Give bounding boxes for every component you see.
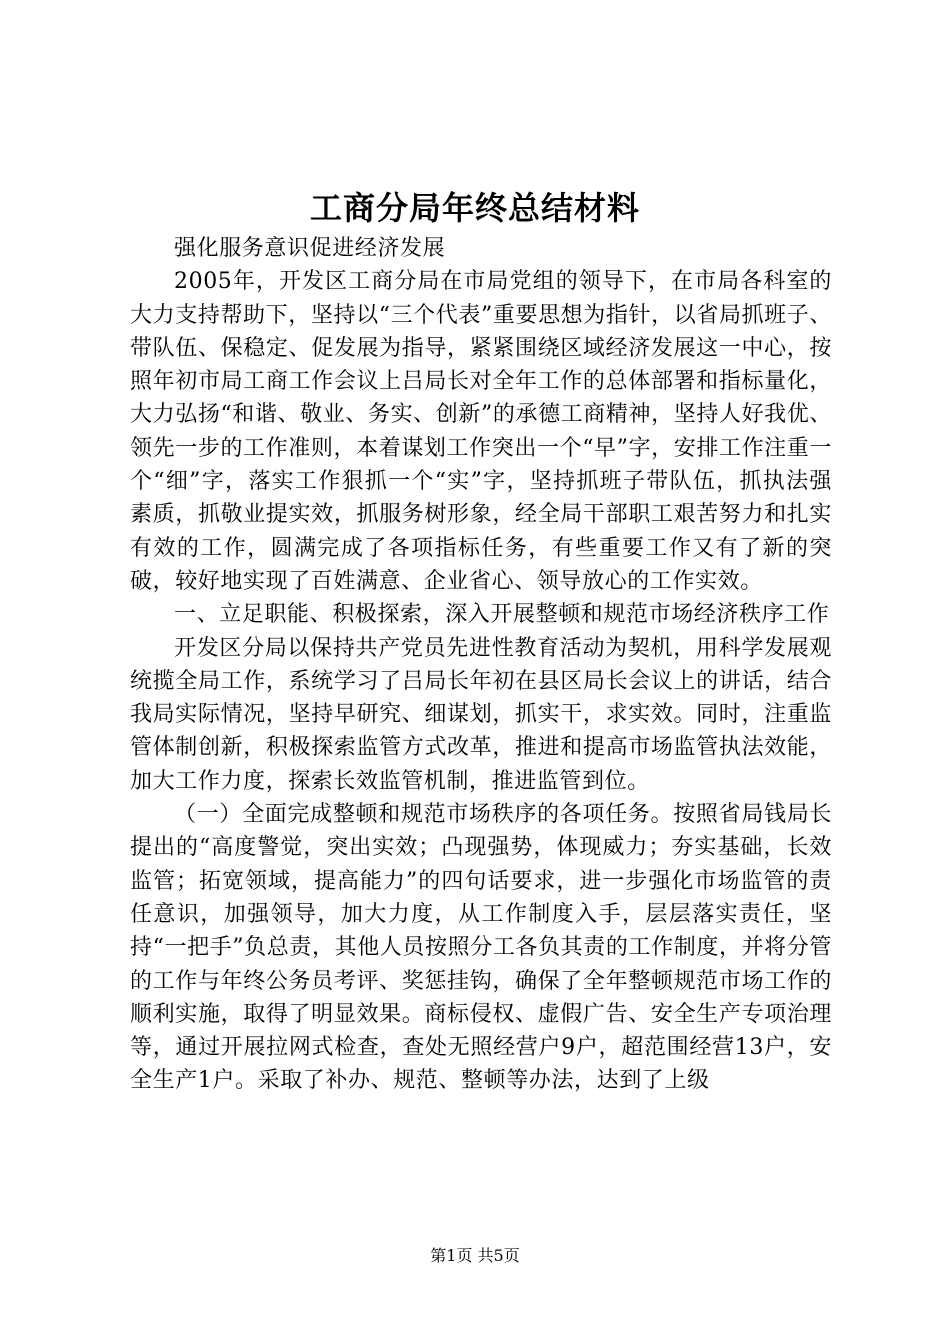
subtitle-paragraph: 强化服务意识促进经济发展 xyxy=(174,236,446,261)
page-footer: 第1页 共5页 xyxy=(430,1246,520,1265)
document-title: 工商分局年终总结材料 xyxy=(309,189,640,227)
body-paragraph: 2005年，开发区工商分局在市局党组的领导下，在市局各科室的大力支持帮助下，坚持以“三个代表”重要思想为指针，以省局抓班子、带队伍、保稳定、促发展为指导，紧紧围绕区域经济发展这一中心，按照年初市局工商工作会议上吕局长对全年工作的总体部署和指标量化，大力弘扬“和谐、敬业、务实、创新”的承德工商精神，坚持人好我优、领先一步的工作准则，本着谋划工作突出一个“早”字，安排工作注重一个“细”字，落实工作狠抓一个“实”字，坚持抓班子带队伍，抓执法强素质，抓敬业提实效，抓服务树形象，经全局干部职工艰苦努力和扎实有效的工作，圆满完成了各项指标任务，有些重要工作又有了新的突破，较好地实现了百姓满意、企业省心、领导放心的工作实效。 xyxy=(130,269,832,594)
section-heading: 一、立足职能、积极探索，深入开展整顿和规范市场经济秩序工作 xyxy=(174,602,830,628)
body-paragraph: （一）全面完成整顿和规范市场秩序的各项任务。按照省局钱局长提出的“高度警觉，突出实效；凸现强势，体现威力；夯实基础，长效监管；拓宽领域，提高能力”的四句话要求，进一步强化市场监管的责任意识，加强领导，加大力度，从工作制度入手，层层落实责任，坚持“一把手”负总责，其他人员按照分工各负其责的工作制度，并将分管的工作与年终公务员考评、奖惩挂钩，确保了全年整顿规范市场工作的顺利实施，取得了明显效果。商标侵权、虚假广告、安全生产专项治理等，通过开展拉网式检查，查处无照经营户9户，超范围经营13户，安全生产1户。采取了补办、规范、整顿等办法，达到了上级 xyxy=(130,802,832,1094)
document-body xyxy=(130,232,832,1098)
body-paragraph: 开发区分局以保持共产党员先进性教育活动为契机，用科学发展观统揽全局工作，系统学习了吕局长年初在县区局长会议上的讲话，结合我局实际情况，坚持早研究、细谋划，抓实干，求实效。同时，注重监管体制创新，积极探索监管方式改革，推进和提高市场监管执法效能，加大工作力度，探索长效监管机制，推进监管到位。 xyxy=(130,635,832,794)
